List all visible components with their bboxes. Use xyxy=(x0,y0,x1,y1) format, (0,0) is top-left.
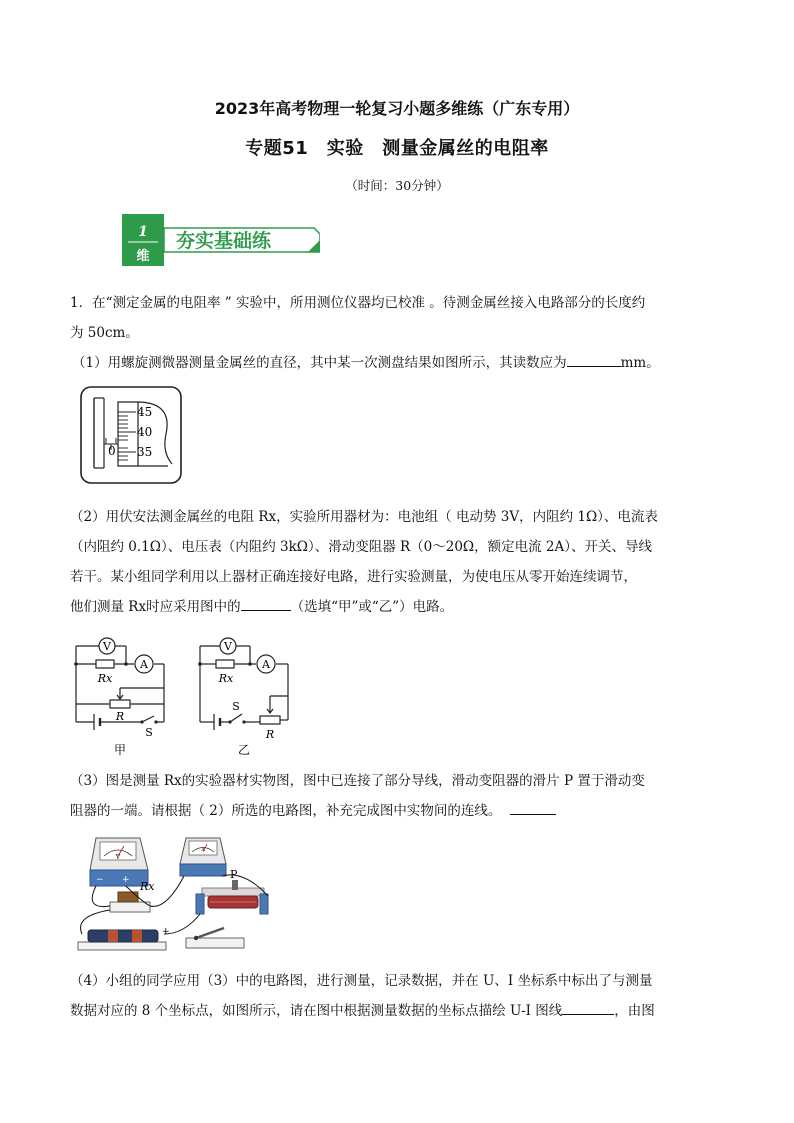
q1-part2-line2: （内阻约 0.1Ω）、电压表（内阻约 3kΩ）、滑动变阻器 R（0～20Ω，额定电流 2A）、开关、导线 xyxy=(70,539,653,555)
yi-switch-label: S xyxy=(232,700,240,713)
jia-r-label: R xyxy=(115,710,125,723)
apparatus-plus-label: + xyxy=(122,875,130,885)
q1-part1-unit: mm。 xyxy=(620,355,660,371)
apparatus-minus-label: − xyxy=(96,875,104,885)
jia-name: 甲 xyxy=(113,743,127,757)
jia-rx-label: Rx xyxy=(97,672,113,685)
apparatus-rx-label: Rx xyxy=(140,880,155,893)
apparatus-figure xyxy=(74,830,274,958)
micrometer-zero-label: 0 xyxy=(108,444,116,458)
yi-voltmeter-label: V xyxy=(224,640,232,653)
q1-part2-text-b: （选填“甲”或“乙”）电路。 xyxy=(290,599,454,615)
banner-unit: 维 xyxy=(136,249,150,264)
q1-part4-line1: （4）小组的同学应用（3）中的电路图，进行测量，记录数据，并在 U、I 坐标系中标出了与测量 xyxy=(70,973,653,989)
q1-part3-text: 阻器的一端。请根据（ 2）所选的电路图，补充完成图中实物间的连线。 xyxy=(70,803,502,819)
q1-part3-line1: （3）图是测量 Rx的实验器材实物图，图中已连接了部分导线，滑动变阻器的滑片 P 置于滑动变 xyxy=(70,773,645,789)
micrometer-tick-40: 40 xyxy=(137,425,153,439)
yi-r-label: R xyxy=(265,728,275,741)
section-banner xyxy=(122,214,320,266)
apparatus-slider-label: P xyxy=(230,868,238,881)
q1-part2-text-a: 他们测量 Rx时应采用图中的 xyxy=(70,599,241,615)
apparatus-voltmeter-label: V xyxy=(115,854,121,861)
apparatus-ammeter-label: A xyxy=(201,847,205,853)
q1-part4-line2 xyxy=(70,996,740,1026)
q1-part1 xyxy=(72,348,752,378)
q1-part4-text-b: ，由图 xyxy=(614,1003,655,1019)
q1-part2-line1: （2）用伏安法测金属丝的电阻 Rx，实验所用器材为：电池组（ 电动势 3V，内阻约 1Ω）、电流表 xyxy=(70,509,658,525)
q1-part3-line2 xyxy=(70,796,740,826)
q1-part1-blank[interactable] xyxy=(567,352,621,367)
jia-ammeter-label: A xyxy=(140,658,148,671)
q1-part2-line4 xyxy=(70,592,740,622)
micrometer-tick-45: 45 xyxy=(137,405,153,419)
q1-intro-line1: 1．在“测定金属的电阻率 ” 实验中，所用测位仪器均已校准 。待测金属丝接入电路部分的长度约 xyxy=(70,295,646,311)
q1-part3-blank[interactable] xyxy=(510,800,556,815)
banner-label: 夯实基础练 xyxy=(176,230,272,252)
jia-voltmeter-label: V xyxy=(103,640,111,653)
yi-rx-label: Rx xyxy=(218,672,234,685)
q1-part2-line3: 若干。某小组同学利用以上器材正确连接好电路，进行实验测量，为使电压从零开始连续调节， xyxy=(70,569,637,585)
q1-intro-line2: 为 50cm。 xyxy=(70,325,139,341)
topic-title: 专题51 实验 测量金属丝的电阻率 xyxy=(245,138,549,159)
circuit-yi xyxy=(190,632,300,760)
micrometer-tick-35: 35 xyxy=(137,445,153,459)
document-title: 2023年高考物理一轮复习小题多维练（广东专用） xyxy=(214,99,580,118)
yi-ammeter-label: A xyxy=(262,658,270,671)
micrometer-figure xyxy=(80,386,182,484)
apparatus-battery-plus-label: + xyxy=(162,927,170,937)
yi-name: 乙 xyxy=(237,743,251,757)
banner-number: 1 xyxy=(138,224,148,240)
q1-part1-text: （1）用螺旋测微器测量金属丝的直径，其中某一次测盘结果如图所示，其读数应为 xyxy=(72,355,567,371)
q1-part4-text-a: 数据对应的 8 个坐标点，如图所示，请在图中根据测量数据的坐标点描绘 U-I 图线 xyxy=(70,1003,563,1019)
circuit-jia xyxy=(66,632,176,760)
time-limit: （时间：30分钟） xyxy=(345,178,449,193)
q1-part4-blank[interactable] xyxy=(562,1000,614,1015)
q1-part2-blank[interactable] xyxy=(241,596,291,611)
jia-switch-label: S xyxy=(145,726,153,739)
